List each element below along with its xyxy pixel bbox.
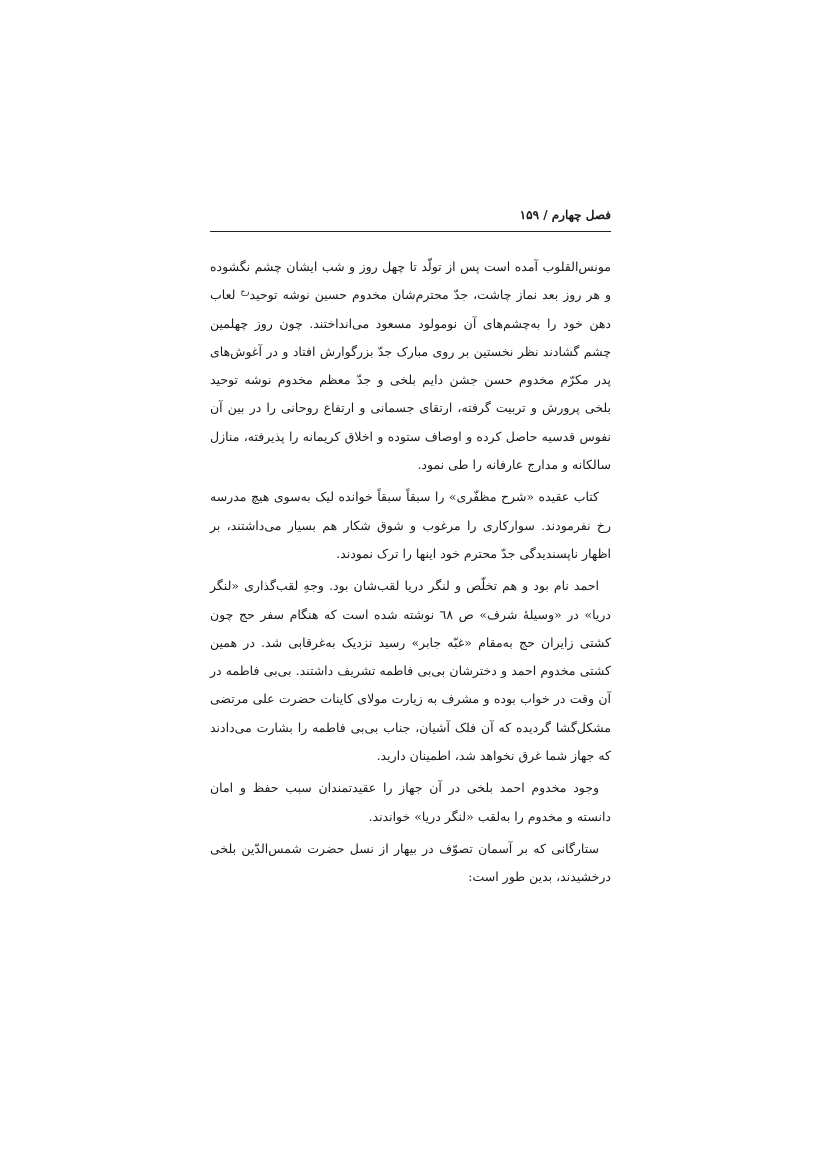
paragraph-5: ستارگانی که بر آسمان تصوّف در بیهار از نسل حضرت شمس‌الدّین بلخی درخشیدند، بدین طور است: [210, 840, 611, 885]
header-rule [210, 231, 611, 232]
paragraph-4: وجود مخدوم احمد بلخی در آن جهاز را عقیدتمندان سبب حفظ و امان دانسته و مخدوم را به‌لقب «لنگر دریا» خواندند. [210, 780, 611, 824]
paragraph-1-start: مونس‌القلوب آمده است پس از تولّد تا چهل روز و شب ایشان چشم نگشوده و هر روز بعد نماز چاشت، جدّ محترم‌شان مخدوم حسین نوشه توحید [210, 259, 611, 303]
paragraph-2: کتاب عقیده «شرح مظفّری» را سبقاً سبقاً خوانده لیک به‌سوی هیچ مدرسه رخ نفرمودند. سوارکاری را مرغوب و شوق شکار هم بسیار می‌داشتند، بر اظهار ناپسندیدگی جدّ محترم خود اینها را ترک نمودند. [210, 489, 611, 561]
running-header: فصل چهارم / ۱۵۹ [519, 208, 611, 222]
paragraph-3: احمد نام بود و هم تخلّص و لنگر دریا لقب‌شان بود. وجهِ لقب‌گذاری «لنگر دریا» در «وسیلهٔ شرف» ص ٦٨ نوشته شده است که هنگام سفر حج چون کشتی زایران حج به‌مقام «غبّه جابر» رسید نزدیک به‌غرقابی شد. در همین کشتی مخدوم احمد و دخترشان بی‌بی فاطمه تشریف داشتند. بی‌بی فاطمه در آن وقت در خواب بوده و مشرف به زیارت مولای کاینات حضرت علی مرتضی مشکل‌گشا گردیده که آن فلک آشیان، جناب بی‌بی فاطمه را بشارت می‌دادند که جهاز شما غرق نخواهد شد، اطمینان دارید. [210, 578, 611, 764]
main-text [210, 253, 611, 896]
paragraph-1 [210, 253, 611, 479]
paragraph-1-rest: لعاب دهن خود را به‌چشم‌های آن نومولود مسعود می‌انداختند. چون روز چهلمین چشم گشادند نظر نخستین بر روی مبارک جدّ بزرگوارش افتاد و در آغوش‌های پدر مکرّم مخدوم حسن جشن دایم بلخی و جدّ معظم مخدوم نوشه توحید بلخی پرورش و تربیت گرفته، ارتقای جسمانی و ارتفاع روحانی را در بین آن نفوس قدسیه حاصل کرده و اوصاف ستوده و اخلاق کریمانه را پذیرفته، منازل سالکانه و مدارج عارفانه را طی نمود. [210, 287, 611, 473]
honorific-mark: رح [240, 287, 250, 297]
